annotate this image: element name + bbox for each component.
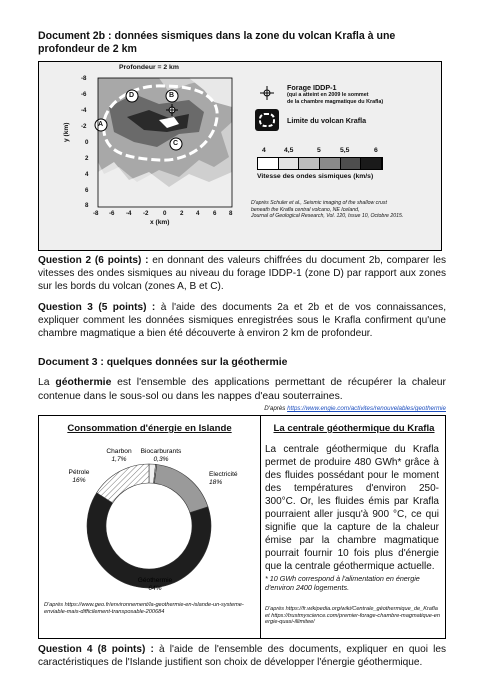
y-tick: -6 — [81, 91, 87, 98]
legend-limit-label: Limite du volcan Krafla — [287, 116, 367, 125]
x-tick: 4 — [196, 210, 200, 217]
pie-value-biocarburants: 0,3% — [153, 456, 169, 463]
x-tick: -4 — [126, 210, 132, 217]
doc3-intro: La géothermie est l'ensemble des applications permettant de récupérer la chaleur contenue dans le sous-sol ou dans les nappes d'eau souterraines. — [38, 377, 446, 402]
x-tick: 2 — [180, 210, 184, 217]
scale-cell — [341, 158, 362, 169]
question-2: Question 2 (6 points) : en donnant des valeurs chiffrées du document 2b, comparer les vitesses des ondes sismiques au niveau du forage IDDP-1 (zone D) par rapport aux zones sur les bords du volcan (zones A, B et C). — [38, 255, 446, 293]
zone-label-d: D — [129, 92, 135, 99]
doc3-box — [38, 415, 446, 639]
pie-label-biocarburants: Biocarburants — [140, 448, 182, 455]
scale-tick: 6 — [374, 147, 378, 154]
pie-label-ptrole: Pétrole — [68, 469, 90, 476]
scale-tick: 4,5 — [284, 147, 294, 154]
krafla-title: La centrale géothermique du Krafla — [273, 423, 435, 434]
krafla-source: D'après https://fr.wikipedia.org/wiki/Centrale_géothermique_de_Krafla et https://trustmyscience.com/premier-forage-chambre-magmatique-energie-quasi-illimitee/ — [265, 606, 440, 626]
legend-limit-icon — [255, 109, 279, 131]
y-axis-label: y (km) — [63, 122, 70, 142]
x-axis-label: x (km) — [150, 219, 170, 226]
pie-value-charbon: 1,7% — [111, 456, 127, 463]
legend-forage-title: Forage IDDP-1 — [287, 83, 337, 92]
doc3-source: D'après https://www.engie.com/activites/renouvelables/geothermie — [264, 405, 446, 412]
y-tick: 2 — [85, 155, 89, 162]
y-tick: -4 — [81, 107, 87, 114]
y-tick: -8 — [81, 75, 87, 82]
scale-cell — [361, 158, 382, 169]
seismic-figure — [38, 61, 442, 251]
map-title: Profondeur = 2 km — [119, 64, 179, 71]
scale-tick: 5 — [317, 147, 321, 154]
legend-forage-desc: (qui a atteint en 2009 le sommet de la chambre magmatique du Krafla) — [287, 92, 384, 105]
zone-label-a: A — [98, 121, 104, 128]
scale-tick: 5,5 — [340, 147, 350, 154]
y-tick: 8 — [85, 202, 89, 209]
question-3: Question 3 (5 points) : à l'aide des documents 2a et 2b et de vos connaissances, expliquer comment les données sismiques enregistrées sous le Krafla confirment qu'une chambre magmatique a bien été découverte à environ 2 km de profondeur. — [38, 302, 447, 340]
engie-link[interactable]: https://www.engie.com/activites/renouvelables/geothermie — [287, 405, 446, 412]
seismic-map-svg — [39, 62, 441, 250]
doc3-title: Document 3 : quelques données sur la géothermie — [38, 357, 288, 368]
scale-bar — [257, 157, 383, 170]
zone-label-c: C — [173, 140, 179, 147]
pie-value-gothermie: 64% — [148, 585, 162, 592]
krafla-text: La centrale géothermique du Krafla permet de produire 480 GWh* grâce à des fluides possédant pour le moment des températures d'environ 250-300°C. Or, les fluides émis par Krafla pourraient aller jusqu'à 900 °C, ce qui signifie que la capture de la chaleur émise par la chambre magmatique pourrait fournir 10 fois plus d'énergie que la centrale géothermique actuelle. — [265, 444, 439, 572]
y-tick: 6 — [85, 187, 89, 194]
chart-title: Consommation d'énergie en Islande — [67, 423, 232, 434]
x-tick: -8 — [93, 210, 99, 217]
scale-tick: 4 — [262, 147, 266, 154]
x-tick: -2 — [143, 210, 149, 217]
scale-cell — [279, 158, 300, 169]
scale-label: Vitesse des ondes sismiques (km/s) — [257, 173, 374, 180]
doc2b-title: Document 2b : données sismiques dans la zone du volcan Krafla à une profondeur de 2 km — [38, 30, 396, 55]
doc2b-source: D'après Schuler et al., Seismic imaging of the shallow crust beneath the Krafla central volcano, NE Iceland, Journal of Geological Research, Vol. 120, Issue 10, Octobre 2015. — [251, 200, 404, 220]
x-tick: 8 — [229, 210, 233, 217]
scale-cell — [258, 158, 279, 169]
x-tick: 0 — [163, 210, 167, 217]
zone-label-b: B — [169, 92, 175, 99]
legend-borehole-icon — [260, 86, 274, 100]
pie-value-ptrole: 16% — [72, 477, 86, 484]
y-tick: 4 — [85, 171, 89, 178]
pie-label-electricit: Electricité — [209, 471, 238, 478]
y-tick: 0 — [85, 139, 89, 146]
question-4: Question 4 (8 points) : à l'aide de l'ensemble des documents, expliquer en quoi les caractéristiques de l'Islande justifient son choix de développer l'énergie géothermique. — [38, 644, 447, 669]
krafla-note: * 10 GWh correspond à l'alimentation en énergie d'environ 2400 logements. — [265, 574, 420, 593]
scale-cell — [320, 158, 341, 169]
pie-label-charbon: Charbon — [106, 448, 132, 455]
pie-slice-ptrole — [97, 464, 149, 503]
pie-slice-electricit — [154, 464, 208, 512]
x-tick: 6 — [213, 210, 217, 217]
x-tick: -6 — [109, 210, 115, 217]
y-tick: -2 — [81, 123, 87, 130]
pie-label-gothermie: Géothermie — [137, 577, 173, 584]
scale-cell — [299, 158, 320, 169]
pie-value-electricit: 18% — [209, 479, 223, 486]
column-divider — [260, 416, 261, 638]
chart-source: D'après https://www.geo.fr/environnement/la-geothermie-en-islande-un-systeme-enviable-mais-difficilement-transposable-200684 — [44, 602, 244, 615]
